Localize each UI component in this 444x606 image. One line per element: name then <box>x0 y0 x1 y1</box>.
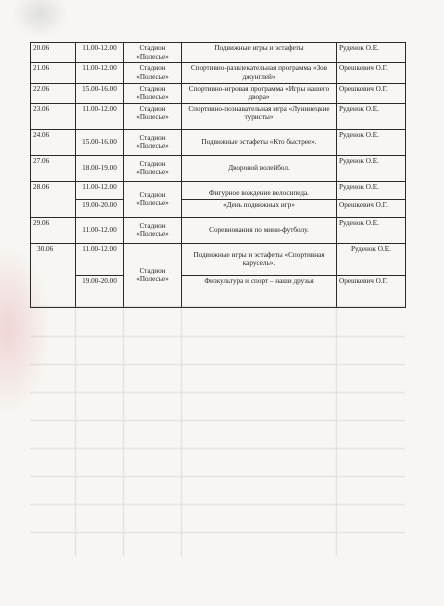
place-cell: Стадион «Полесье» <box>124 63 182 83</box>
table-row <box>31 199 406 217</box>
date-cell: 23.06 <box>31 103 76 129</box>
table-row <box>31 103 406 129</box>
event-cell: Дворовой волейбол. <box>182 155 337 181</box>
place-cell: Стадион «Полесье» <box>124 83 182 103</box>
bleed-through-shadow <box>30 306 405 556</box>
time-cell: 15.00-16.00 <box>76 83 124 103</box>
responsible-cell: Руденок О.Е. <box>337 217 406 243</box>
place-cell: Стадион «Полесье» <box>124 243 182 307</box>
time-cell: 19.00-20.00 <box>76 275 124 307</box>
event-cell: «День подвижных игр» <box>182 199 337 217</box>
place-cell: Стадион «Полесье» <box>124 129 182 155</box>
schedule-table <box>30 42 406 308</box>
date-cell: 24.06 <box>31 129 76 155</box>
place-cell: Стадион «Полесье» <box>124 103 182 129</box>
time-cell: 11.00-12.00 <box>76 243 124 275</box>
event-cell: Подвижные эстафеты «Кто быстрее». <box>182 129 337 155</box>
place-cell: Стадион «Полесье» <box>124 155 182 181</box>
table-row <box>31 155 406 181</box>
table-row <box>31 63 406 83</box>
event-cell: Подвижные игры и эстафеты «Спортивная карусель». <box>182 243 337 275</box>
event-cell: Спортивно-познавательная игра «Лунинецкие туристы» <box>182 103 337 129</box>
table-row <box>31 275 406 307</box>
responsible-cell: Руденок О.Е. <box>337 129 406 155</box>
table-row <box>31 43 406 63</box>
responsible-cell: Руденок О.Е. <box>337 43 406 63</box>
place-cell: Стадион «Полесье» <box>124 217 182 243</box>
responsible-cell: Орешкевич О.Г. <box>337 63 406 83</box>
time-cell: 11.00-12.00 <box>76 217 124 243</box>
event-cell: Соревнования по мини-футболу. <box>182 217 337 243</box>
event-cell: Спортивно-игровая программа «Игры нашего двора» <box>182 83 337 103</box>
table-row <box>31 243 406 275</box>
table-row <box>31 217 406 243</box>
place-cell: Стадион «Полесье» <box>124 43 182 63</box>
responsible-cell: Орешкевич О.Г. <box>337 275 406 307</box>
date-cell: 27.06 <box>31 155 76 181</box>
responsible-cell: Руденок О.Е. <box>337 181 406 199</box>
time-cell: 15.00-16.00 <box>76 129 124 155</box>
date-cell: 30.06 <box>31 243 76 307</box>
table-row <box>31 83 406 103</box>
time-cell: 11.00-12.00 <box>76 63 124 83</box>
responsible-cell: Руденок О.Е. <box>337 243 406 275</box>
time-cell: 19.00-20.00 <box>76 199 124 217</box>
table-row <box>31 181 406 199</box>
date-cell: 20.06 <box>31 43 76 63</box>
event-cell: Фигурное вождение велосипеда. <box>182 181 337 199</box>
date-cell: 21.06 <box>31 63 76 83</box>
event-cell: Физкультура и спорт – наши друзья <box>182 275 337 307</box>
time-cell: 11.00-12.00 <box>76 43 124 63</box>
time-cell: 11.00-12.00 <box>76 181 124 199</box>
date-cell: 22.06 <box>31 83 76 103</box>
date-cell: 28.06 <box>31 181 76 217</box>
responsible-cell: Орешкевич О.Г. <box>337 199 406 217</box>
event-cell: Спортивно-развлекательная программа «Зов джунглей» <box>182 63 337 83</box>
time-cell: 11.00-12.00 <box>76 103 124 129</box>
responsible-cell: Орешкевич О.Г. <box>337 83 406 103</box>
date-cell: 29.06 <box>31 217 76 243</box>
time-cell: 18.00-19.00 <box>76 155 124 181</box>
responsible-cell: Руденок О.Е. <box>337 155 406 181</box>
event-cell: Подвижные игры и эстафеты <box>182 43 337 63</box>
place-cell: Стадион «Полесье» <box>124 181 182 217</box>
table-row <box>31 129 406 155</box>
responsible-cell: Руденок О.Е. <box>337 103 406 129</box>
